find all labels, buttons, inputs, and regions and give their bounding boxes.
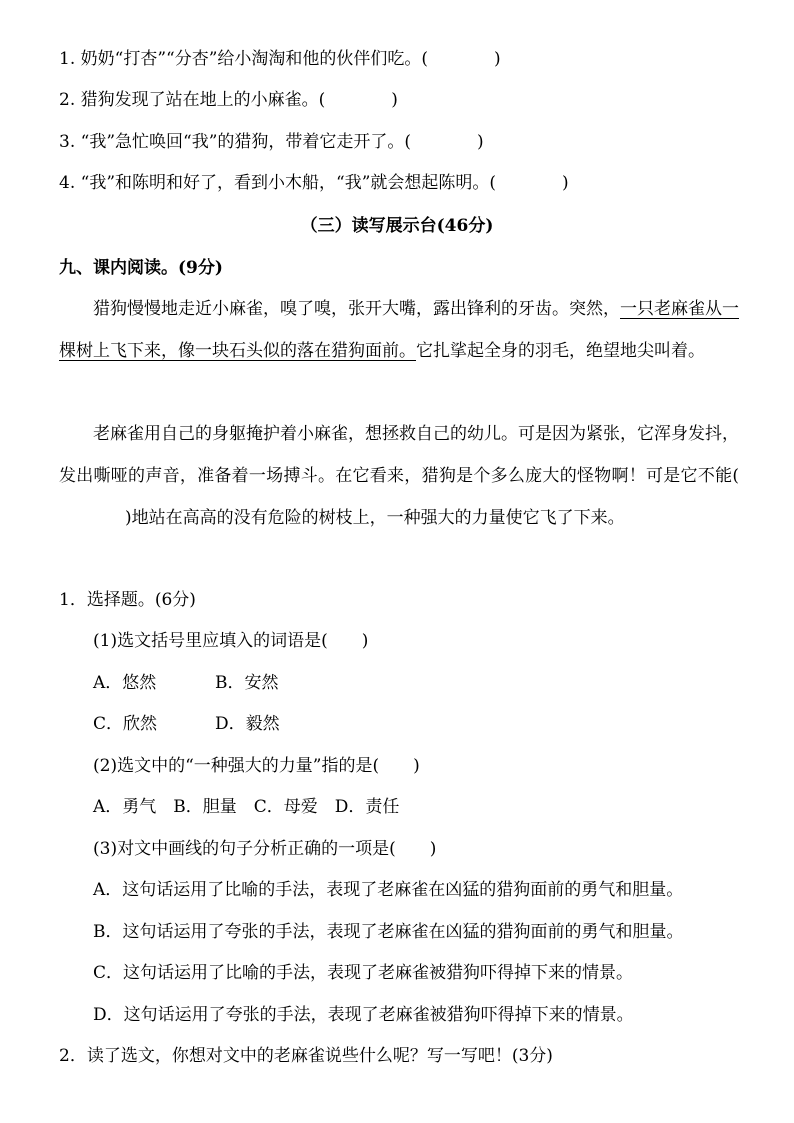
- question-item-2: [59, 88, 398, 112]
- option-b-long[interactable]: B．这句话运用了夸张的手法，表现了老麻雀在凶猛的猎狗面前的勇气和胆量。: [93, 922, 684, 942]
- options-row-q2[interactable]: A．勇气 B．胆量 C．母爱 D．责任: [93, 797, 400, 817]
- option-c[interactable]: C．欣然: [93, 714, 158, 734]
- sub-question-1-2-prompt: (2)选文中的“一种强大的力量”指的是( ): [93, 756, 420, 776]
- question-number: 4.: [59, 173, 76, 193]
- option-d[interactable]: D．毅然: [215, 714, 280, 734]
- question-close-paren: ): [391, 90, 398, 110]
- question-close-paren: ): [494, 49, 501, 69]
- option-a[interactable]: A．悠然: [93, 673, 157, 693]
- passage-text: 它扎挲起全身的羽毛，绝望地尖叫着。: [416, 341, 705, 361]
- option-a-long[interactable]: A．这句话运用了比喻的手法，表现了老麻雀在凶猛的猎狗面前的勇气和胆量。: [93, 880, 684, 900]
- question-item-3: [59, 130, 484, 154]
- question-number: 1.: [59, 49, 76, 69]
- question-text: 奶奶“打杏”“分杏”给小淘淘和他的伙伴们吃。(: [80, 49, 429, 69]
- passage-text: )地站在高高的没有危险的树枝上，一种强大的力量使它飞了下来。: [125, 508, 625, 528]
- question-close-paren: ): [562, 173, 569, 193]
- section-title: （三）读写展示台(46分): [300, 216, 494, 236]
- passage-paragraph-2: [59, 413, 739, 539]
- passage-text: 猎狗慢慢地走近小麻雀，嗅了嗅，张开大嘴，露出锋利的牙齿。突然，: [93, 299, 620, 319]
- options-row-cd: [93, 712, 337, 736]
- underlined-sentence: 一只老麻雀从一棵树上飞下来，像一块石头似的落在猎狗面前。: [59, 299, 739, 361]
- question-text: “我”急忙唤回“我”的猎狗，带着它走开了。(: [80, 132, 412, 152]
- question-number: 2.: [59, 90, 76, 110]
- option-c-long[interactable]: C．这句话运用了比喻的手法，表现了老麻雀被猎狗吓得掉下来的情景。: [93, 963, 634, 983]
- passage-paragraph-1: [59, 288, 739, 372]
- question-text: 猎狗发现了站在地上的小麻雀。(: [80, 90, 326, 110]
- passage-text: 老麻雀用自己的身躯掩护着小麻雀，想拯救自己的幼儿。可是因为紧张，它浑身发抖，发出嘶哑的声音，准备着一场搏斗。在它看来，猎狗是个多么庞大的怪物啊！可是它不能(: [59, 424, 739, 486]
- question-number: 3.: [59, 132, 76, 152]
- question-item-4: [59, 171, 569, 195]
- question-close-paren: ): [477, 132, 484, 152]
- question-text: “我”和陈明和好了，看到小木船，“我”就会想起陈明。(: [80, 173, 497, 193]
- question-item-1: [59, 47, 501, 71]
- option-b[interactable]: B．安然: [215, 673, 279, 693]
- sub-question-1-label: 1．选择题。(6分): [59, 590, 196, 610]
- question-nine-heading: 九、课内阅读。(9分): [59, 258, 223, 278]
- sub-question-1-3-prompt: (3)对文中画线的句子分析正确的一项是( ): [93, 839, 437, 859]
- options-row-ab: [93, 671, 337, 695]
- sub-question-1-1-prompt: (1)选文括号里应填入的词语是( ): [93, 631, 369, 651]
- option-d-long[interactable]: D．这句话运用了夸张的手法，表现了老麻雀被猎狗吓得掉下来的情景。: [93, 1005, 634, 1025]
- sub-question-2-label: 2．读了选文，你想对文中的老麻雀说些什么呢？写一写吧！(3分): [59, 1046, 553, 1066]
